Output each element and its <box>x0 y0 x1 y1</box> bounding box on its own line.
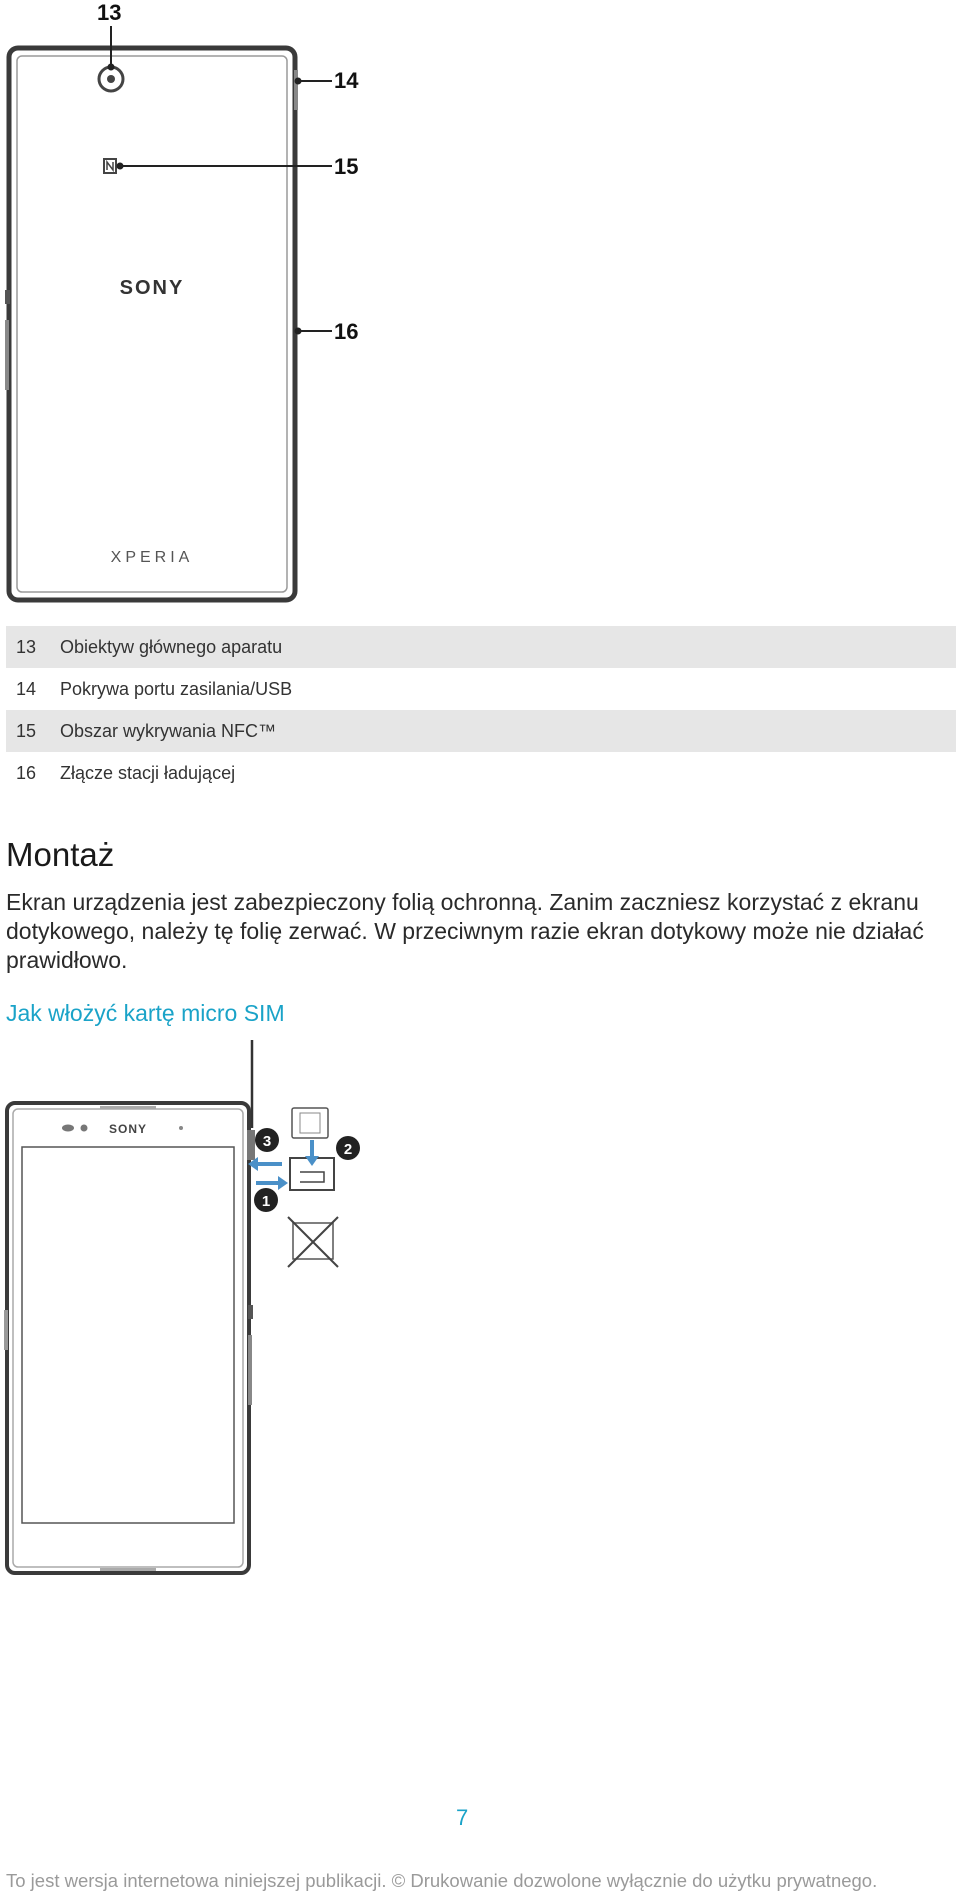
subsection-title: Jak włożyć kartę micro SIM <box>6 1000 285 1026</box>
legend-row <box>6 626 956 668</box>
legend-number: 13 <box>16 636 37 657</box>
phone-screen <box>22 1147 234 1523</box>
section-title: Montaż <box>6 836 115 873</box>
push-arrow-icon <box>278 1176 288 1190</box>
callout-15: 15 <box>334 154 359 179</box>
callout-14: 14 <box>334 68 359 93</box>
phone-back-body <box>9 48 295 600</box>
legend-number: 15 <box>16 720 37 741</box>
legend-table <box>6 626 956 794</box>
legend-label: Obiektyw głównego aparatu <box>60 636 283 657</box>
phone-back-illustration <box>0 0 380 610</box>
legend-label: Obszar wykrywania NFC™ <box>60 720 277 741</box>
svg-text:3: 3 <box>262 1133 272 1150</box>
page-number: 7 <box>456 1805 469 1830</box>
sony-front-logo: SONY <box>108 1122 148 1136</box>
xperia-logo: XPERIA <box>110 549 194 566</box>
svg-text:2: 2 <box>343 1141 353 1158</box>
legend-label: Złącze stacji ładującej <box>60 762 236 783</box>
legend-label: Pokrywa portu zasilania/USB <box>60 678 293 699</box>
legend-number: 14 <box>16 678 37 699</box>
callout-16: 16 <box>334 319 359 344</box>
section-body: Ekran urządzenia jest zabezpieczony folią ochronną. Zanim zaczniesz korzystać z ekranu dotykowego, należy tę folię zerwać. W przeciwnym razie ekran dotykowy może nie działać prawidłowo. <box>6 889 924 973</box>
callout-13: 13 <box>97 0 122 25</box>
legend-row <box>6 668 956 710</box>
sim-insertion-illustration <box>0 1040 380 1590</box>
legend-number: 16 <box>16 762 37 783</box>
svg-text:1: 1 <box>261 1193 271 1210</box>
footer-note: To jest wersja internetowa niniejszej publikacji. © Drukowanie dozwolone wyłącznie do użytku prywatnego. <box>6 1870 878 1891</box>
legend-row <box>6 752 956 794</box>
sony-logo: SONY <box>119 277 185 299</box>
legend-row <box>6 710 956 752</box>
